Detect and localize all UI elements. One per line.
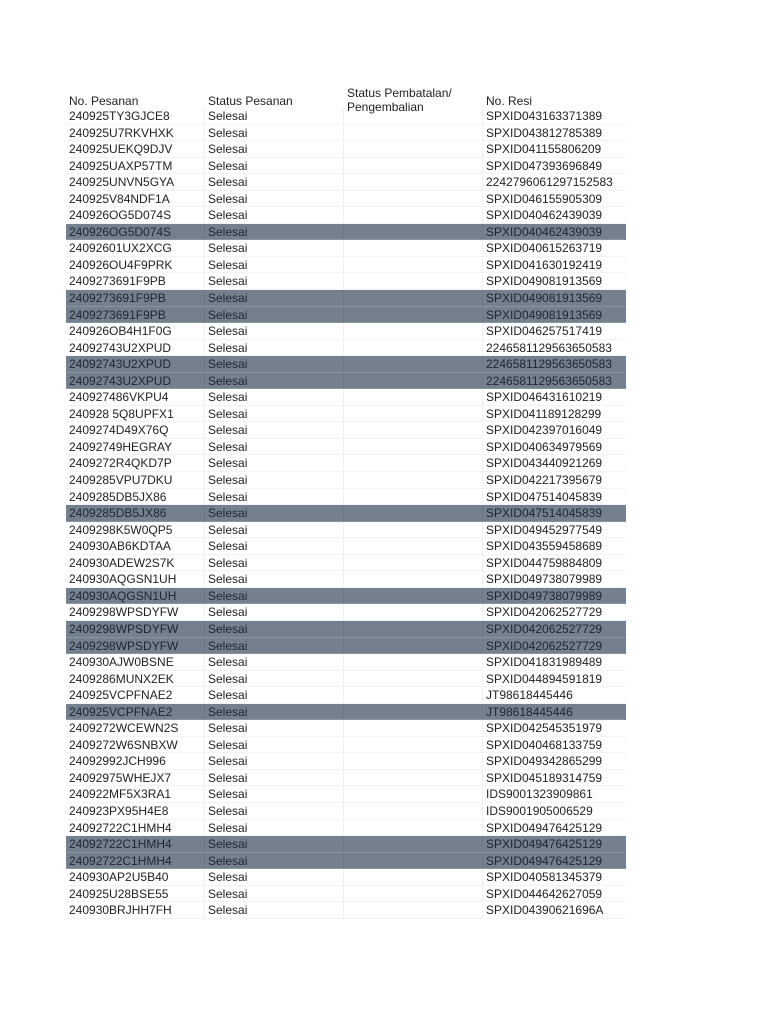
table-row[interactable]: [66, 753, 626, 770]
cancel-status-cell[interactable]: [344, 621, 483, 637]
cancel-status-cell[interactable]: [344, 439, 483, 455]
header-cancel-status-line1: Status Pembatalan/: [347, 86, 452, 100]
tracking-no-cell[interactable]: SPXID040462439039: [486, 224, 603, 239]
tracking-no-cell[interactable]: IDS9001905006529: [486, 803, 593, 818]
table-row[interactable]: [66, 588, 626, 605]
order-status-cell[interactable]: Selesai: [205, 240, 344, 256]
order-status-cell[interactable]: Selesai: [205, 273, 344, 289]
tracking-no-cell[interactable]: SPXID040634979569: [486, 439, 603, 454]
order-status-cell[interactable]: Selesai: [205, 588, 344, 604]
order-no-cell[interactable]: 24092743U2XPUD: [66, 340, 205, 356]
order-no-cell[interactable]: 24092722C1HMH4: [66, 820, 205, 836]
table-row[interactable]: [66, 886, 626, 903]
order-no-cell[interactable]: 240926OU4F9PRK: [66, 257, 205, 273]
table-row[interactable]: [66, 720, 626, 737]
order-no-cell[interactable]: 240930BRJHH7FH: [66, 902, 205, 918]
cancel-status-cell[interactable]: [344, 191, 483, 207]
table-row[interactable]: [66, 902, 626, 919]
tracking-no-cell[interactable]: SPXID042397016049: [486, 423, 603, 438]
order-no-cell[interactable]: 2409298WPSDYFW: [66, 621, 205, 637]
order-no-cell[interactable]: 2409285DB5JX86: [66, 505, 205, 521]
tracking-no-cell[interactable]: SPXID044894591819: [486, 671, 603, 686]
table-row[interactable]: [66, 621, 626, 638]
table-row[interactable]: [66, 191, 626, 208]
table-row[interactable]: [66, 207, 626, 224]
cancel-status-cell[interactable]: [344, 125, 483, 141]
cancel-status-cell[interactable]: [344, 704, 483, 720]
cancel-status-cell[interactable]: [344, 853, 483, 869]
table-header: [66, 84, 626, 114]
table-row[interactable]: [66, 257, 626, 274]
order-status-cell[interactable]: Selesai: [205, 704, 344, 720]
cancel-status-cell[interactable]: [344, 820, 483, 836]
table-row[interactable]: [66, 638, 626, 655]
cancel-status-cell[interactable]: [344, 174, 483, 190]
table-row[interactable]: [66, 422, 626, 439]
tracking-no-cell[interactable]: SPXID042545351979: [486, 721, 603, 736]
order-no-cell[interactable]: 240930AQGSN1UH: [66, 588, 205, 604]
order-status-cell[interactable]: Selesai: [205, 472, 344, 488]
tracking-no-cell[interactable]: SPXID042062527729: [486, 621, 603, 636]
cancel-status-cell[interactable]: [344, 505, 483, 521]
cancel-status-cell[interactable]: [344, 638, 483, 654]
cancel-status-cell[interactable]: [344, 422, 483, 438]
order-status-cell[interactable]: Selesai: [205, 604, 344, 620]
order-status-cell[interactable]: Selesai: [205, 836, 344, 852]
order-status-cell[interactable]: Selesai: [205, 108, 344, 124]
tracking-no-cell[interactable]: JT98618445446: [486, 688, 573, 703]
order-status-cell[interactable]: Selesai: [205, 158, 344, 174]
table-row[interactable]: [66, 836, 626, 853]
order-no-cell[interactable]: 240927486VKPU4: [66, 389, 205, 405]
order-status-cell[interactable]: Selesai: [205, 786, 344, 802]
table-row[interactable]: [66, 671, 626, 688]
table-row[interactable]: [66, 406, 626, 423]
order-no-cell[interactable]: 2409274D49X76Q: [66, 422, 205, 438]
order-no-cell[interactable]: 240925U7RKVHXK: [66, 125, 205, 141]
order-status-cell[interactable]: Selesai: [205, 307, 344, 323]
tracking-no-cell[interactable]: SPXID04390621696A: [486, 903, 604, 918]
order-no-cell[interactable]: 2409273691F9PB: [66, 307, 205, 323]
table-row[interactable]: [66, 555, 626, 572]
table-row[interactable]: [66, 273, 626, 290]
order-status-cell[interactable]: Selesai: [205, 522, 344, 538]
order-status-cell[interactable]: Selesai: [205, 125, 344, 141]
order-status-cell[interactable]: Selesai: [205, 422, 344, 438]
table-row[interactable]: [66, 158, 626, 175]
cancel-status-cell[interactable]: [344, 356, 483, 372]
order-status-cell[interactable]: Selesai: [205, 373, 344, 389]
header-order-status: Status Pesanan: [208, 94, 293, 108]
tracking-no-cell[interactable]: SPXID043440921269: [486, 456, 603, 471]
order-status-cell[interactable]: Selesai: [205, 869, 344, 885]
tracking-no-cell[interactable]: SPXID046431610219: [486, 390, 603, 405]
tracking-no-cell[interactable]: SPXID049081913569: [486, 274, 603, 289]
order-no-cell[interactable]: 240925U28BSE55: [66, 886, 205, 902]
table-row[interactable]: [66, 704, 626, 721]
order-status-cell[interactable]: Selesai: [205, 770, 344, 786]
cancel-status-cell[interactable]: [344, 455, 483, 471]
order-status-cell[interactable]: Selesai: [205, 654, 344, 670]
cancel-status-cell[interactable]: [344, 770, 483, 786]
order-status-cell[interactable]: Selesai: [205, 340, 344, 356]
order-status-cell[interactable]: Selesai: [205, 489, 344, 505]
table-row[interactable]: [66, 472, 626, 489]
order-no-cell[interactable]: 2409298WPSDYFW: [66, 604, 205, 620]
tracking-no-cell[interactable]: SPXID049738079989: [486, 588, 603, 603]
table-row[interactable]: [66, 538, 626, 555]
tracking-no-cell[interactable]: SPXID042217395679: [486, 473, 603, 488]
table-row[interactable]: [66, 687, 626, 704]
order-no-cell[interactable]: 24092749HEGRAY: [66, 439, 205, 455]
cancel-status-cell[interactable]: [344, 207, 483, 223]
tracking-no-cell[interactable]: SPXID041155806209: [486, 142, 602, 157]
order-no-cell[interactable]: 2409285DB5JX86: [66, 489, 205, 505]
cancel-status-cell[interactable]: [344, 671, 483, 687]
header-order-no: No. Pesanan: [69, 94, 139, 108]
order-no-cell[interactable]: 240928 5Q8UPFX1: [66, 406, 205, 422]
order-no-cell[interactable]: 240930AJW0BSNE: [66, 654, 205, 670]
table-row[interactable]: [66, 125, 626, 142]
cancel-status-cell[interactable]: [344, 389, 483, 405]
order-no-cell[interactable]: 240925UEKQ9DJV: [66, 141, 205, 157]
table-row[interactable]: [66, 356, 626, 373]
order-status-cell[interactable]: Selesai: [205, 555, 344, 571]
table-row[interactable]: [66, 307, 626, 324]
order-no-cell[interactable]: 240930AB6KDTAA: [66, 538, 205, 554]
order-status-cell[interactable]: Selesai: [205, 389, 344, 405]
cancel-status-cell[interactable]: [344, 803, 483, 819]
header-cancel-status: [344, 84, 483, 114]
order-status-cell[interactable]: Selesai: [205, 323, 344, 339]
order-no-cell[interactable]: 2409298WPSDYFW: [66, 638, 205, 654]
order-status-cell[interactable]: Selesai: [205, 720, 344, 736]
order-no-cell[interactable]: 240926OG5D074S: [66, 224, 205, 240]
order-status-cell[interactable]: Selesai: [205, 886, 344, 902]
tracking-no-cell[interactable]: SPXID046155905309: [486, 191, 603, 206]
cancel-status-cell[interactable]: [344, 307, 483, 323]
order-no-cell[interactable]: 2409273691F9PB: [66, 290, 205, 306]
order-status-cell[interactable]: Selesai: [205, 638, 344, 654]
cancel-status-cell[interactable]: [344, 406, 483, 422]
cancel-status-cell[interactable]: [344, 273, 483, 289]
order-no-cell[interactable]: 2409285VPU7DKU: [66, 472, 205, 488]
order-status-cell[interactable]: Selesai: [205, 207, 344, 223]
header-tracking-no: No. Resi: [486, 94, 533, 108]
cancel-status-cell[interactable]: [344, 588, 483, 604]
tracking-no-cell[interactable]: SPXID046257517419: [486, 324, 603, 339]
cancel-status-cell[interactable]: [344, 737, 483, 753]
tracking-no-cell[interactable]: SPXID041630192419: [486, 257, 603, 272]
order-no-cell[interactable]: 240925VCPFNAE2: [66, 687, 205, 703]
tracking-no-cell[interactable]: 2246581129563650583: [486, 357, 612, 372]
order-no-cell[interactable]: 24092722C1HMH4: [66, 836, 205, 852]
order-status-cell[interactable]: Selesai: [205, 191, 344, 207]
order-no-cell[interactable]: 24092975WHEJX7: [66, 770, 205, 786]
order-no-cell[interactable]: 240930AP2U5B40: [66, 869, 205, 885]
tracking-no-cell[interactable]: SPXID041189128299: [486, 406, 602, 421]
order-status-cell[interactable]: Selesai: [205, 538, 344, 554]
order-no-cell[interactable]: 240925V84NDF1A: [66, 191, 205, 207]
order-no-cell[interactable]: 240923PX95H4E8: [66, 803, 205, 819]
table-row[interactable]: [66, 853, 626, 870]
order-status-cell[interactable]: Selesai: [205, 290, 344, 306]
order-status-cell[interactable]: Selesai: [205, 257, 344, 273]
cancel-status-cell[interactable]: [344, 604, 483, 620]
tracking-no-cell[interactable]: SPXID049452977549: [486, 522, 603, 537]
cancel-status-cell[interactable]: [344, 224, 483, 240]
order-no-cell[interactable]: 2409272R4QKD7P: [66, 455, 205, 471]
order-status-cell[interactable]: Selesai: [205, 224, 344, 240]
cancel-status-cell[interactable]: [344, 786, 483, 802]
tracking-no-cell[interactable]: SPXID044642627059: [486, 886, 603, 901]
order-no-cell[interactable]: 2409272W6SNBXW: [66, 737, 205, 753]
tracking-no-cell[interactable]: SPXID047514045839: [486, 489, 603, 504]
cancel-status-cell[interactable]: [344, 257, 483, 273]
table-row[interactable]: [66, 869, 626, 886]
table-row[interactable]: [66, 323, 626, 340]
table-row[interactable]: [66, 522, 626, 539]
tracking-no-cell[interactable]: SPXID042062527729: [486, 638, 603, 653]
table-row[interactable]: [66, 489, 626, 506]
table-row[interactable]: [66, 654, 626, 671]
tracking-no-cell[interactable]: 2242796061297152583: [486, 175, 613, 190]
tracking-no-cell[interactable]: SPXID044759884809: [486, 555, 603, 570]
cancel-status-cell[interactable]: [344, 141, 483, 157]
tracking-no-cell[interactable]: JT98618445446: [486, 704, 573, 719]
order-no-cell[interactable]: 2409272WCEWN2S: [66, 720, 205, 736]
order-no-cell[interactable]: 240930ADEW2S7K: [66, 555, 205, 571]
order-status-cell[interactable]: Selesai: [205, 737, 344, 753]
order-no-cell[interactable]: 24092743U2XPUD: [66, 356, 205, 372]
tracking-no-cell[interactable]: SPXID040468133759: [486, 737, 603, 752]
cancel-status-cell[interactable]: [344, 720, 483, 736]
cancel-status-cell[interactable]: [344, 489, 483, 505]
order-no-cell[interactable]: 240925UAXP57TM: [66, 158, 205, 174]
tracking-no-cell[interactable]: SPXID045189314759: [486, 770, 603, 785]
cancel-status-cell[interactable]: [344, 472, 483, 488]
order-no-cell[interactable]: 240926OG5D074S: [66, 207, 205, 223]
tracking-no-cell[interactable]: SPXID040581345379: [486, 870, 603, 885]
order-status-cell[interactable]: Selesai: [205, 753, 344, 769]
table-row[interactable]: [66, 439, 626, 456]
table-row[interactable]: [66, 340, 626, 357]
tracking-no-cell[interactable]: SPXID043812785389: [486, 125, 603, 140]
order-no-cell[interactable]: 24092743U2XPUD: [66, 373, 205, 389]
tracking-no-cell[interactable]: SPXID049081913569: [486, 307, 603, 322]
order-status-cell[interactable]: Selesai: [205, 141, 344, 157]
header-cancel-status-line2: Pengembalian: [347, 100, 424, 114]
tracking-no-cell[interactable]: 2246581129563650583: [486, 340, 612, 355]
order-no-cell[interactable]: 2409273691F9PB: [66, 273, 205, 289]
cancel-status-cell[interactable]: [344, 522, 483, 538]
tracking-no-cell[interactable]: SPXID042062527729: [486, 605, 603, 620]
order-status-cell[interactable]: Selesai: [205, 803, 344, 819]
tracking-no-cell[interactable]: SPXID047514045839: [486, 506, 603, 521]
cancel-status-cell[interactable]: [344, 687, 483, 703]
cancel-status-cell[interactable]: [344, 290, 483, 306]
cancel-status-cell[interactable]: [344, 902, 483, 918]
table-row[interactable]: [66, 108, 626, 125]
order-status-cell[interactable]: Selesai: [205, 505, 344, 521]
table-row[interactable]: [66, 240, 626, 257]
tracking-no-cell[interactable]: 2246581129563650583: [486, 373, 612, 388]
table-body: [66, 108, 626, 919]
order-no-cell[interactable]: 240925TY3GJCE8: [66, 108, 205, 124]
cancel-status-cell[interactable]: [344, 323, 483, 339]
order-status-cell[interactable]: Selesai: [205, 687, 344, 703]
cancel-status-cell[interactable]: [344, 373, 483, 389]
order-no-cell[interactable]: 240925UNVN5GYA: [66, 174, 205, 190]
order-status-cell[interactable]: Selesai: [205, 571, 344, 587]
cancel-status-cell[interactable]: [344, 753, 483, 769]
order-status-cell[interactable]: Selesai: [205, 853, 344, 869]
cancel-status-cell[interactable]: [344, 886, 483, 902]
tracking-no-cell[interactable]: SPXID043559458689: [486, 539, 603, 554]
order-no-cell[interactable]: 24092722C1HMH4: [66, 853, 205, 869]
table-row[interactable]: [66, 389, 626, 406]
cancel-status-cell[interactable]: [344, 836, 483, 852]
cancel-status-cell[interactable]: [344, 571, 483, 587]
order-status-cell[interactable]: Selesai: [205, 356, 344, 372]
table-row[interactable]: [66, 604, 626, 621]
table-row[interactable]: [66, 224, 626, 241]
table-row[interactable]: [66, 803, 626, 820]
table-row[interactable]: [66, 290, 626, 307]
order-no-cell[interactable]: 240925VCPFNAE2: [66, 704, 205, 720]
table-row[interactable]: [66, 174, 626, 191]
tracking-no-cell[interactable]: SPXID049476425129: [486, 837, 603, 852]
table-row[interactable]: [66, 737, 626, 754]
tracking-no-cell[interactable]: SPXID049476425129: [486, 820, 603, 835]
order-no-cell[interactable]: 2409286MUNX2EK: [66, 671, 205, 687]
order-status-cell[interactable]: Selesai: [205, 455, 344, 471]
table-row[interactable]: [66, 770, 626, 787]
cancel-status-cell[interactable]: [344, 340, 483, 356]
cancel-status-cell[interactable]: [344, 555, 483, 571]
cancel-status-cell[interactable]: [344, 240, 483, 256]
orders-sheet: [66, 84, 626, 919]
order-status-cell[interactable]: Selesai: [205, 671, 344, 687]
table-row[interactable]: [66, 455, 626, 472]
table-row[interactable]: [66, 505, 626, 522]
order-status-cell[interactable]: Selesai: [205, 439, 344, 455]
tracking-no-cell[interactable]: SPXID040462439039: [486, 208, 603, 223]
tracking-no-cell[interactable]: SPXID049476425129: [486, 853, 603, 868]
order-no-cell[interactable]: 24092992JCH996: [66, 753, 205, 769]
order-status-cell[interactable]: Selesai: [205, 902, 344, 918]
order-no-cell[interactable]: 2409298K5W0QP5: [66, 522, 205, 538]
order-status-cell[interactable]: Selesai: [205, 406, 344, 422]
order-no-cell[interactable]: 240922MF5X3RA1: [66, 786, 205, 802]
table-row[interactable]: [66, 820, 626, 837]
tracking-no-cell[interactable]: SPXID043163371389: [486, 109, 603, 123]
order-status-cell[interactable]: Selesai: [205, 174, 344, 190]
table-row[interactable]: [66, 141, 626, 158]
order-status-cell[interactable]: Selesai: [205, 621, 344, 637]
cancel-status-cell[interactable]: [344, 654, 483, 670]
tracking-no-cell[interactable]: SPXID049738079989: [486, 572, 603, 587]
cancel-status-cell[interactable]: [344, 869, 483, 885]
table-row[interactable]: [66, 373, 626, 390]
tracking-no-cell[interactable]: SPXID040615263719: [486, 241, 603, 256]
order-no-cell[interactable]: 24092601UX2XCG: [66, 240, 205, 256]
order-no-cell[interactable]: 240926OB4H1F0G: [66, 323, 205, 339]
order-status-cell[interactable]: Selesai: [205, 820, 344, 836]
cancel-status-cell[interactable]: [344, 158, 483, 174]
tracking-no-cell[interactable]: IDS9001323909861: [486, 787, 593, 802]
table-row[interactable]: [66, 571, 626, 588]
cancel-status-cell[interactable]: [344, 538, 483, 554]
tracking-no-cell[interactable]: SPXID047393696849: [486, 158, 603, 173]
table-row[interactable]: [66, 786, 626, 803]
tracking-no-cell[interactable]: SPXID049342865299: [486, 754, 603, 769]
tracking-no-cell[interactable]: SPXID049081913569: [486, 291, 603, 306]
order-no-cell[interactable]: 240930AQGSN1UH: [66, 571, 205, 587]
tracking-no-cell[interactable]: SPXID041831989489: [486, 655, 603, 670]
